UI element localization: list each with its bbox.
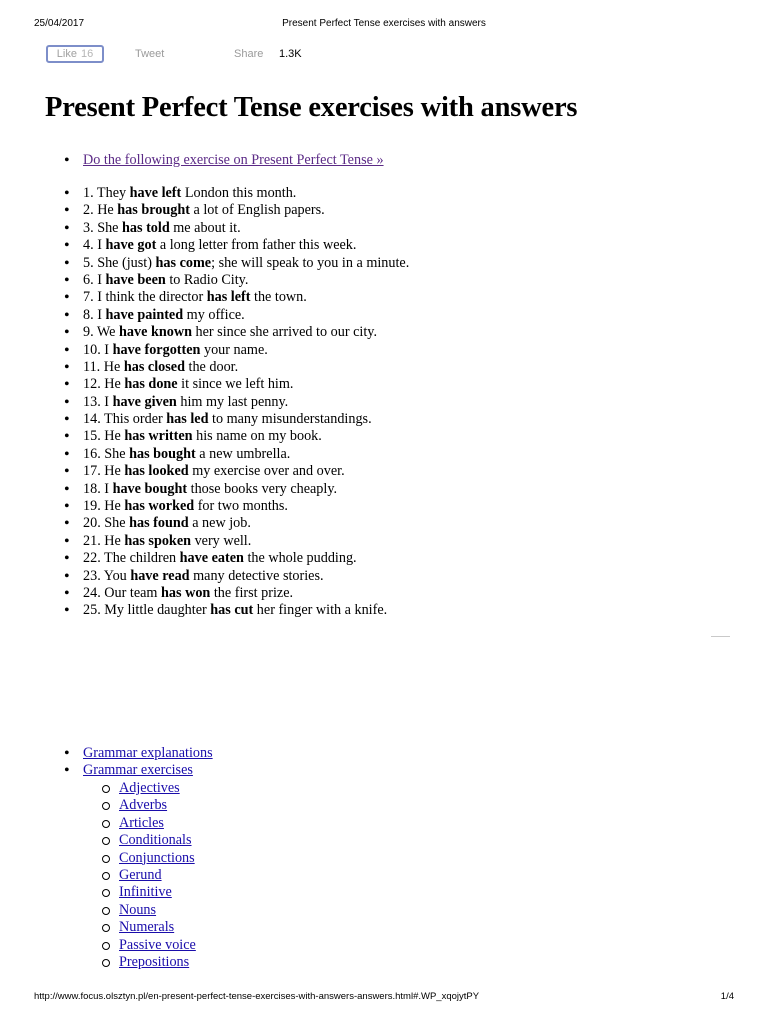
answer-item — [64, 324, 409, 341]
sublist-item — [102, 832, 196, 849]
answer-item — [64, 602, 409, 619]
answer-item — [64, 411, 409, 428]
answer-text-before: 5. She (just) — [83, 254, 156, 271]
answer-text-after: those books very cheaply. — [187, 480, 338, 497]
like-count: 16 — [80, 48, 94, 60]
answer-verb: has told — [122, 219, 170, 236]
answer-item — [64, 307, 409, 324]
nav-link-articles[interactable]: Articles — [119, 814, 164, 831]
answer-verb: has cut — [210, 602, 254, 619]
answer-text-before: 25. My little daughter — [83, 602, 211, 619]
answer-text-after: me about it. — [169, 219, 241, 236]
answer-text-before: 23. You — [83, 567, 131, 584]
nav-link-adverbs[interactable]: Adverbs — [119, 797, 168, 814]
answer-verb: has closed — [123, 358, 185, 375]
answer-verb: has spoken — [124, 532, 192, 549]
answer-text-before: 3. She — [83, 219, 123, 236]
answer-item — [64, 446, 409, 463]
answer-text-after: ; she will speak to you in a minute. — [211, 254, 410, 271]
nav-link-infinitive[interactable]: Infinitive — [119, 884, 172, 901]
answer-verb: has brought — [117, 202, 190, 219]
answer-text-after: many detective stories. — [189, 567, 324, 584]
sublist-item — [102, 815, 196, 832]
answer-text-before: 1. They — [83, 185, 130, 201]
answer-text-before: 12. He — [83, 376, 125, 393]
answer-text-before: 19. He — [83, 498, 125, 515]
nav-item-grammar-explanations — [64, 745, 213, 762]
print-header — [34, 18, 734, 32]
like-button[interactable] — [46, 45, 104, 63]
answer-text-before: 24. Our team — [83, 584, 162, 601]
answer-text-after: very well. — [191, 532, 252, 549]
answer-item — [64, 568, 409, 585]
answer-text-before: 17. He — [83, 463, 125, 480]
answer-item — [64, 428, 409, 445]
nav-link-adjectives[interactable]: Adjectives — [119, 780, 180, 796]
answer-verb: has left — [206, 289, 251, 306]
answer-text-after: the town. — [250, 289, 307, 306]
sublist-item — [102, 919, 196, 936]
answer-item — [64, 255, 409, 272]
exercise-link[interactable]: Do the following exercise on Present Perfect Tense » — [83, 152, 384, 168]
answer-text-after: a new umbrella. — [195, 445, 291, 462]
nav-link-nouns[interactable]: Nouns — [119, 901, 157, 918]
page-title: Present Perfect Tense exercises with answers — [45, 92, 578, 123]
print-page-number: 1/4 — [720, 991, 734, 1002]
answer-verb: has found — [129, 515, 189, 532]
answer-text-before: 9. We — [83, 324, 120, 341]
grammar-explanations-link[interactable]: Grammar explanations — [83, 745, 213, 761]
answer-item — [64, 237, 409, 254]
answer-item — [64, 342, 409, 359]
share-button[interactable]: Share — [234, 48, 264, 60]
answer-text-before: 15. He — [83, 428, 125, 445]
answer-item — [64, 220, 409, 237]
answer-item — [64, 185, 409, 202]
answer-item — [64, 289, 409, 306]
print-footer — [34, 991, 734, 1005]
answer-text-before: 21. He — [83, 532, 125, 549]
answer-verb: have eaten — [179, 550, 244, 567]
list-item — [64, 152, 384, 169]
answer-text-before: 13. I — [83, 393, 113, 410]
answer-item — [64, 394, 409, 411]
answer-text-before: 8. I — [83, 306, 106, 323]
sublist-item — [102, 867, 196, 884]
answer-text-before: 22. The children — [83, 550, 180, 567]
answer-verb: have painted — [105, 306, 184, 323]
nav-link-conditionals[interactable]: Conditionals — [119, 832, 192, 849]
answer-text-after: to Radio City. — [165, 271, 249, 288]
answer-verb: has done — [124, 376, 178, 393]
print-page-title: Present Perfect Tense exercises with answers — [282, 18, 486, 29]
grammar-nav — [64, 745, 213, 780]
answer-text-after: London this month. — [181, 185, 297, 201]
answer-item — [64, 359, 409, 376]
answer-text-after: my exercise over and over. — [188, 463, 345, 480]
answer-item — [64, 463, 409, 480]
nav-link-numerals[interactable]: Numerals — [119, 919, 175, 936]
answer-verb: has won — [161, 584, 211, 601]
answer-item — [64, 481, 409, 498]
tweet-button[interactable]: Tweet — [135, 48, 165, 60]
print-url: http://www.focus.olsztyn.pl/en-present-perfect-tense-exercises-with-answers-answers.html#.WP_xqojytPY — [34, 991, 480, 1002]
nav-link-passive-voice[interactable]: Passive voice — [119, 936, 196, 953]
answer-text-after: his name on my book. — [192, 428, 322, 445]
answer-item — [64, 585, 409, 602]
scroll-indicator — [711, 636, 730, 637]
answer-text-after: to many misunderstandings. — [208, 411, 372, 428]
answer-text-after: my office. — [183, 306, 245, 323]
print-date: 25/04/2017 — [34, 18, 85, 29]
answer-text-before: 20. She — [83, 515, 130, 532]
answer-text-after: for two months. — [194, 498, 288, 515]
answer-text-after: the whole pudding. — [243, 550, 357, 567]
answer-verb: has written — [124, 428, 193, 445]
answer-verb: have given — [112, 393, 177, 410]
answer-text-before: 18. I — [83, 480, 113, 497]
answer-item — [64, 550, 409, 567]
answer-text-before: 16. She — [83, 445, 130, 462]
nav-link-prepositions[interactable]: Prepositions — [119, 953, 190, 970]
answer-item — [64, 515, 409, 532]
answer-verb: have read — [130, 567, 190, 584]
answer-text-after: it since we left him. — [177, 376, 294, 393]
answer-item — [64, 202, 409, 219]
answer-item — [64, 498, 409, 515]
grammar-exercises-link[interactable]: Grammar exercises — [83, 762, 193, 779]
answer-verb: has worked — [124, 498, 195, 515]
answer-item — [64, 376, 409, 393]
answer-text-after: a lot of English papers. — [189, 202, 325, 219]
answer-verb: have left — [129, 185, 182, 201]
nav-link-conjunctions[interactable]: Conjunctions — [119, 849, 195, 866]
sublist-item — [102, 954, 196, 971]
answer-text-after: her finger with a knife. — [253, 602, 388, 619]
answer-text-before: 11. He — [83, 358, 124, 375]
answer-verb: have forgotten — [112, 341, 201, 358]
answer-text-before: 4. I — [83, 237, 106, 254]
answer-text-after: her since she arrived to our city. — [191, 324, 377, 341]
answer-verb: has bought — [129, 445, 196, 462]
answer-text-before: 7. I think the director — [83, 289, 207, 306]
sublist-item — [102, 884, 196, 901]
answer-verb: has looked — [124, 463, 189, 480]
answer-item — [64, 533, 409, 550]
answer-text-before: 14. This order — [83, 411, 167, 428]
answer-verb: has led — [166, 411, 209, 428]
sublist-item — [102, 780, 196, 797]
answer-text-after: the door. — [184, 358, 239, 375]
answer-verb: have got — [105, 237, 157, 254]
answer-text-before: 6. I — [83, 271, 106, 288]
answer-text-before: 10. I — [83, 341, 113, 358]
answer-text-after: the first prize. — [210, 584, 294, 601]
sublist-item — [102, 902, 196, 919]
nav-item-grammar-exercises — [64, 762, 213, 779]
answer-verb: have been — [105, 271, 166, 288]
answers-list — [64, 185, 409, 620]
answer-text-before: 2. He — [83, 202, 118, 219]
answer-verb: have known — [119, 324, 192, 341]
grammar-exercises-sublist — [102, 780, 196, 971]
exercise-link-list — [64, 152, 384, 169]
answer-verb: has come — [155, 254, 212, 271]
sublist-item — [102, 937, 196, 954]
answer-text-after: him my last penny. — [176, 393, 289, 410]
sublist-item — [102, 797, 196, 814]
like-label: Like — [56, 48, 77, 60]
nav-link-gerund[interactable]: Gerund — [119, 866, 162, 883]
answer-item — [64, 272, 409, 289]
answer-text-after: a new job. — [188, 515, 251, 532]
sublist-item — [102, 850, 196, 867]
share-count: 1.3K — [279, 48, 302, 60]
answer-verb: have bought — [112, 480, 188, 497]
answer-text-after: your name. — [200, 341, 268, 358]
answer-text-after: a long letter from father this week. — [156, 237, 357, 254]
